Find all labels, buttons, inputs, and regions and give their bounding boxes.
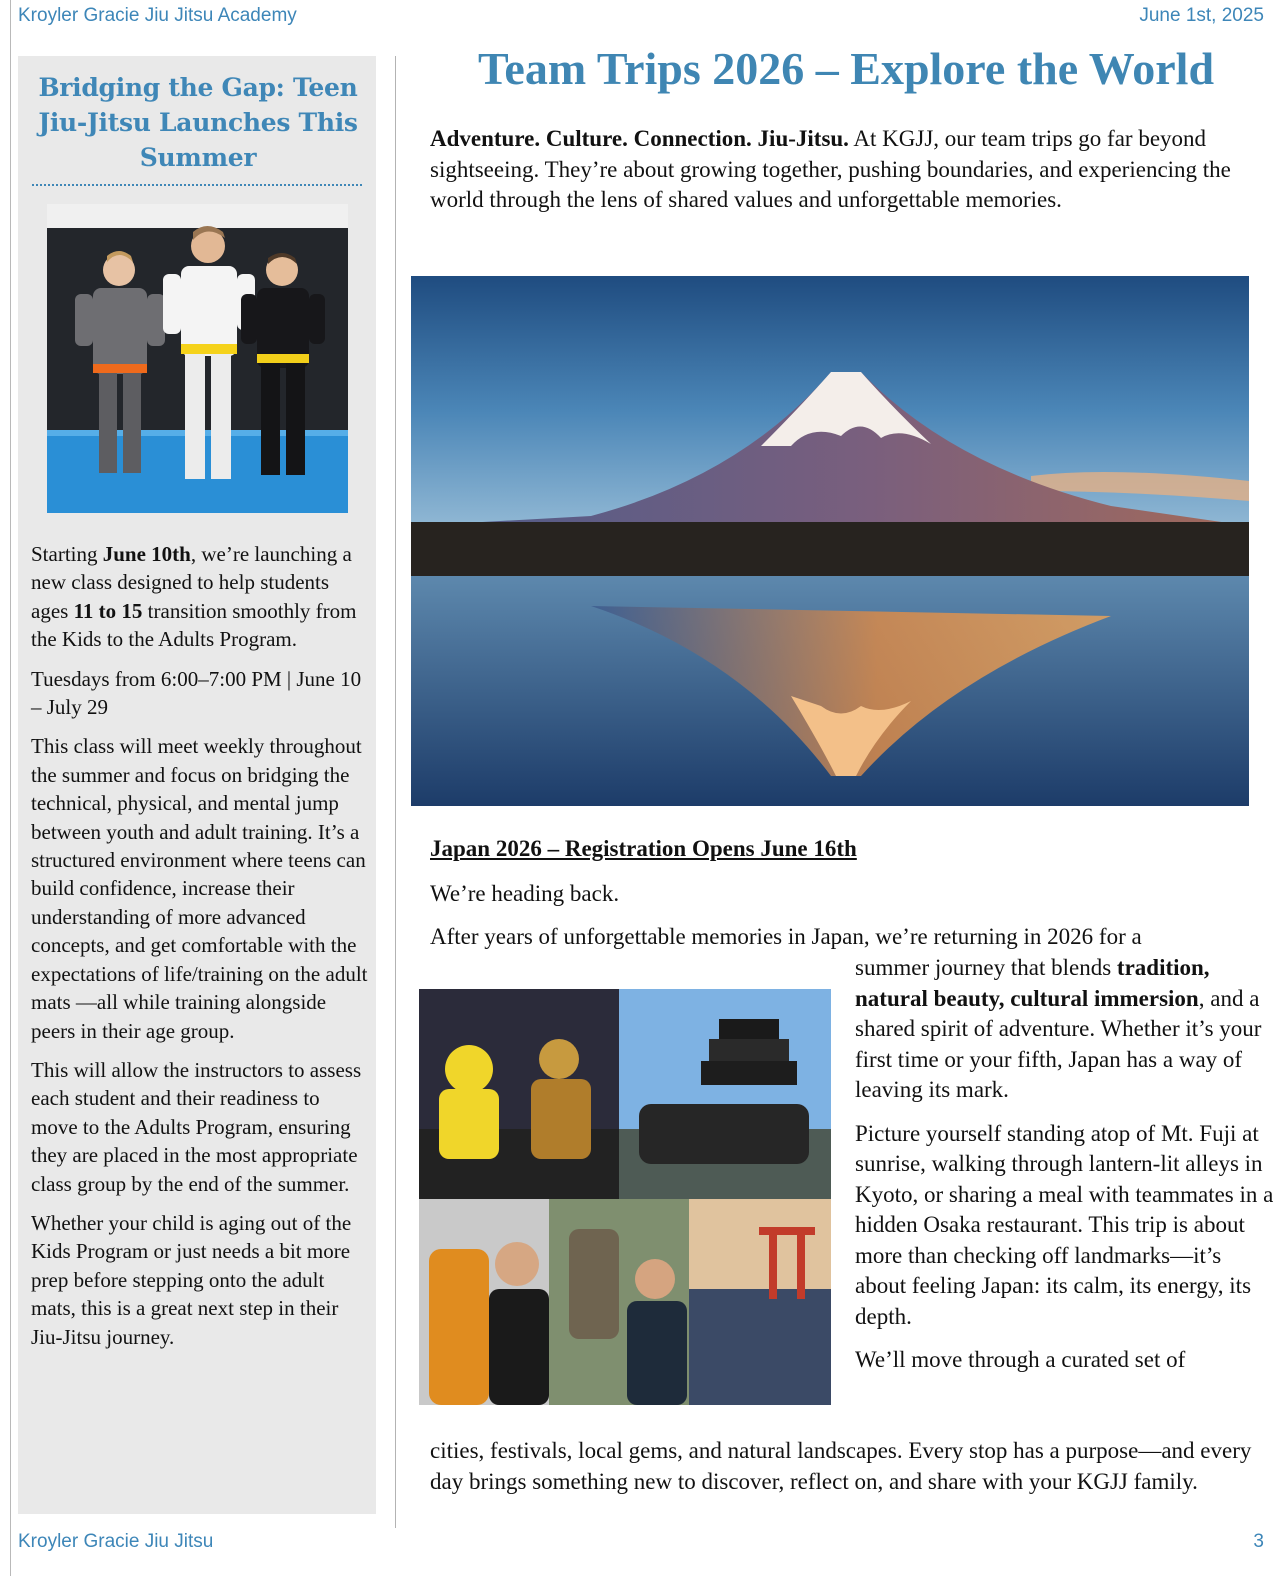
mount-fuji-photo: [411, 276, 1249, 806]
page-number: 3: [1253, 1531, 1264, 1552]
text-span: , we’re launching a new class designed to help students ages: [31, 542, 352, 623]
dotted-divider: [32, 184, 362, 186]
trip-description: Picture yourself standing atop of Mt. Fuji at sunrise, walking through lantern-lit alleys in Kyoto, or sharing a meal with teammates in a hidden Osaka restaurant. This trip is about more than checking off landmarks—it’s about feeling Japan: its calm, its energy, its depth.: [855, 1120, 1274, 1329]
trip-highlights: tradition, natural beauty, cultural immersion: [855, 955, 1210, 1011]
sidebar-paragraph: This class will meet weekly throughout the summer and focus on bridging the technical, physical, and mental jump between youth and adult training. It’s a structured environment where teens can build confidence, increase their understanding of more advanced concepts, and get comfortable with the expectations of life/training on the adult mats —all while training alongside peers in their age group.: [31, 734, 368, 1043]
start-date: June 10th: [102, 542, 191, 566]
text-span: summer journey that blends: [855, 955, 1117, 980]
intro-paragraph: [430, 124, 1260, 216]
japan-trip-collage: [419, 989, 831, 1405]
sidebar-schedule: Tuesdays from 6:00–7:00 PM | June 10 – July 29: [31, 666, 362, 720]
text-span: Starting: [31, 542, 103, 566]
after-years-text: After years of unforgettable memories in Japan, we’re returning in 2026 for a: [430, 924, 1142, 949]
text-span: transition smoothly from the Kids to the Adults Program.: [31, 598, 357, 652]
text-span: At KGJJ, our team trips go far beyond sightseeing. They’re about growing together, pushing boundaries, and experiencing the world through the lens of shared values and unforgettable memories.: [430, 126, 1231, 212]
sidebar-paragraph: [31, 540, 371, 654]
heading-back-text: We’re heading back.: [430, 881, 620, 906]
column-divider: [395, 56, 396, 1528]
header-date: June 1st, 2025: [1139, 5, 1264, 26]
trip-description: [855, 953, 1275, 1106]
page-edge: [10, 0, 11, 1576]
sidebar-paragraph: This will allow the instructors to assess each student and their readiness to move to the Adults Program, ensuring they are placed in the most appropriate class group by the end of the summer.: [31, 1057, 362, 1196]
japan-registration-heading: Japan 2026 – Registration Opens June 16th: [430, 836, 857, 861]
text-span: , and a shared spirit of adventure. Whether it’s your first time or your fifth, Japan has a way of leaving its mark.: [855, 985, 1262, 1102]
header-org: Kroyler Gracie Jiu Jitsu Academy: [18, 5, 297, 26]
page-title: Team Trips 2026 – Explore the World: [477, 43, 1215, 94]
sidebar-title: Bridging the Gap: Teen Jiu-Jitsu Launches This Summer: [38, 73, 358, 172]
teen-students-photo: [47, 204, 348, 513]
trip-description-continued: cities, festivals, local gems, and natural landscapes. Every stop has a purpose—and every day brings something new to discover, reflect on, and share with your KGJJ family.: [430, 1438, 1252, 1494]
age-range: 11 to 15: [73, 598, 143, 623]
japan-trip-body: [855, 953, 1275, 1389]
sidebar-body: [31, 540, 371, 1362]
sidebar-paragraph: Whether your child is aging out of the Kids Program or just needs a bit more prep before stepping onto the adult mats, this is a great next step in their Jiu-Jitsu journey.: [31, 1210, 352, 1349]
footer-org: Kroyler Gracie Jiu Jitsu: [18, 1531, 214, 1552]
intro-tagline: Adventure. Culture. Connection. Jiu-Jitsu.: [430, 126, 849, 151]
teen-program-sidebar: [18, 56, 376, 1514]
trip-description: We’ll move through a curated set of: [855, 1347, 1186, 1372]
